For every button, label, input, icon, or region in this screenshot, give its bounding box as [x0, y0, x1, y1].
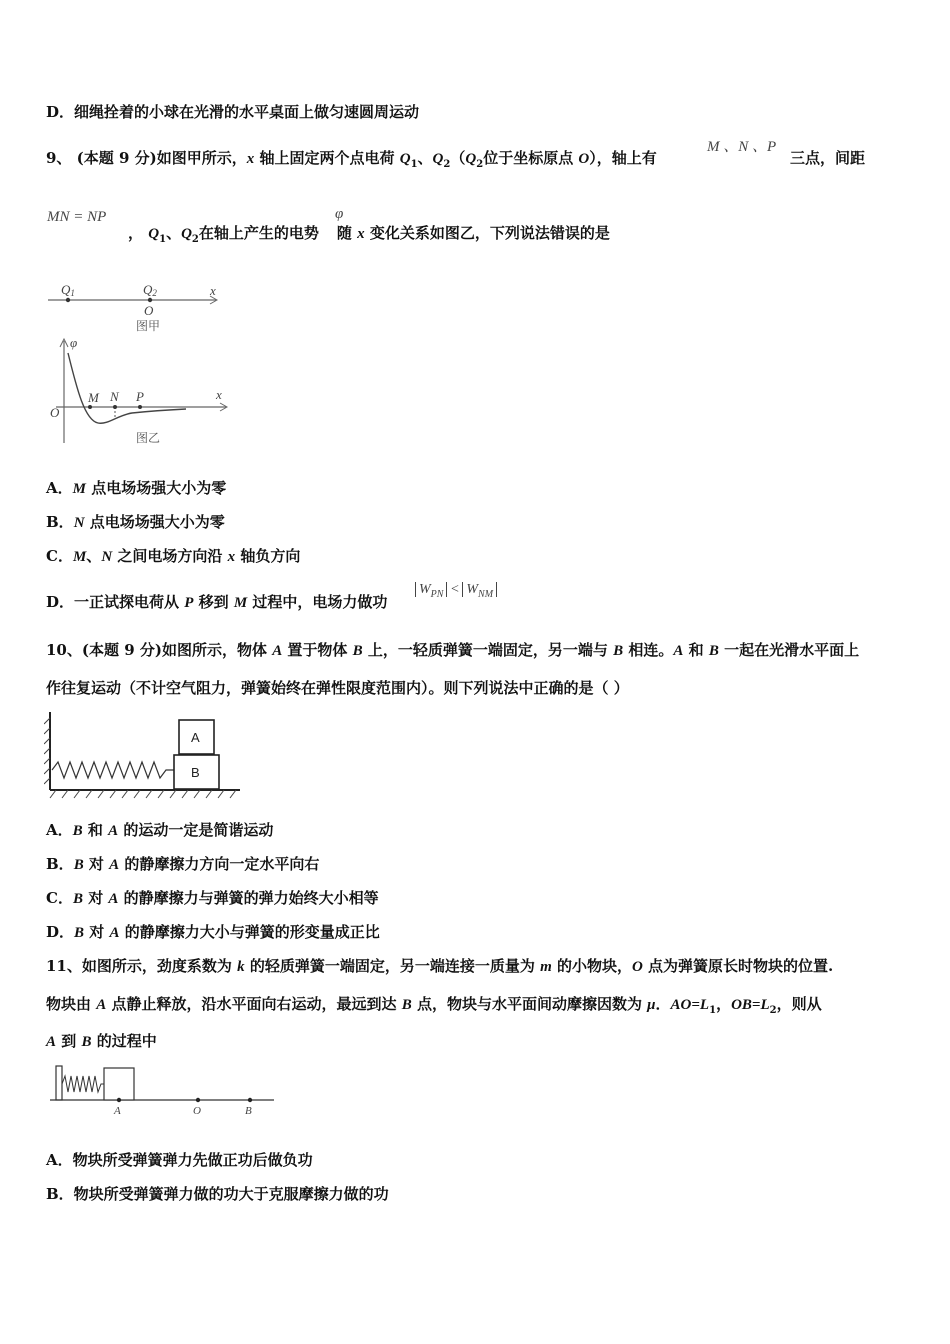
q8-option-d	[46, 101, 906, 123]
q9-number: 9、	[46, 149, 72, 167]
q9-text: ，	[128, 224, 144, 242]
q10-opt-text: 的静摩擦力方向一定水平向右	[119, 855, 320, 873]
q10-var: B	[708, 643, 719, 659]
q10-opt-text: 的运动一定是简谐运动	[118, 821, 274, 839]
q9-opt-label: A．	[46, 479, 73, 497]
q9-var: Q	[399, 151, 411, 167]
q9-sub: 2	[476, 159, 484, 170]
q10-var: A	[272, 643, 283, 659]
q9-stem-line2	[128, 222, 906, 251]
q10-option-b	[46, 853, 906, 876]
q11-text: ，则从	[776, 995, 822, 1013]
spring	[52, 762, 174, 778]
q9-sub: 2	[191, 234, 199, 245]
q11-text: 的小物块，	[551, 957, 632, 975]
q10-opt-text: 的静摩擦力大小与弹簧的形变量成正比	[119, 923, 380, 941]
q9-text: 在轴上产生的电势	[198, 224, 319, 242]
q11-var: k	[237, 959, 245, 975]
q10-opt-label: A．	[46, 821, 73, 839]
q11-text: 点为弹簧原长时物块的位置.	[642, 957, 834, 975]
q9-text: 随	[336, 224, 358, 242]
q11-text: 点，物块与水平面间动摩擦因数为	[411, 995, 648, 1013]
q11-text: ．	[655, 995, 671, 1013]
q9-var: M	[233, 595, 248, 611]
q11-stem-line1	[46, 955, 906, 978]
q9-var: N	[73, 515, 85, 531]
q9-figure-yi	[46, 335, 236, 450]
q10-var: B	[72, 823, 83, 839]
q11-var: AO=L	[670, 997, 710, 1013]
q9-var: O	[578, 151, 590, 167]
fig2-p-label: P	[136, 389, 144, 404]
q9-opt-label: D．一正试探电荷从	[46, 593, 185, 611]
q11-text: 的过程中	[91, 1032, 157, 1050]
q9-var: N	[101, 549, 113, 565]
fig1-q2-label: Q2	[143, 282, 157, 298]
q9-sub: 2	[443, 159, 451, 170]
q10-opt-text: 和	[82, 821, 109, 839]
q11-sub: 2	[769, 1005, 777, 1016]
fig1-caption: 图甲	[136, 319, 161, 333]
q11-text: 物块由	[46, 995, 97, 1013]
q9-var: M	[72, 549, 87, 565]
q9-opt-text: 点电场场强大小为零	[85, 479, 227, 497]
fig1-q1-label: Q1	[61, 282, 75, 298]
q10-text: 如图所示，物体	[161, 641, 273, 659]
q9-option-c	[46, 545, 906, 568]
spring	[62, 1076, 104, 1092]
q10-opt-label: D．	[46, 923, 75, 941]
q9-opt-text: 点电场场强大小为零	[84, 513, 225, 531]
q11-var: A	[46, 1034, 57, 1050]
block	[104, 1068, 134, 1100]
q11-figure	[46, 1062, 276, 1118]
q11-text: 如图所示，劲度系数为	[81, 957, 238, 975]
q9-stem-line1-end: 三点，间距	[790, 149, 866, 167]
fig2-n-label: N	[110, 389, 119, 404]
q9-var: x	[357, 226, 365, 242]
fig1-o-label: O	[144, 303, 154, 318]
q11-text: 到	[56, 1032, 82, 1050]
q10-figure	[44, 710, 244, 802]
q9-var: x	[246, 151, 255, 167]
q9-var: x	[227, 549, 236, 565]
q9-sub: 1	[410, 159, 418, 170]
q9-work-inequality	[415, 582, 497, 608]
fig-o-label: O	[193, 1105, 201, 1117]
q9-equation: MN = NP	[47, 209, 107, 225]
q11-option-b: B．物块所受弹簧弹力做的功大于克服摩擦力做的功	[46, 1185, 389, 1203]
q11-number: 11、	[46, 957, 82, 975]
q11-text: 的轻质弹簧一端固定，另一端连接一质量为	[244, 957, 541, 975]
q9-var: Q	[432, 151, 444, 167]
w-sub: NM	[478, 588, 494, 600]
q11-var: B	[401, 997, 412, 1013]
q2-charge-dot	[148, 298, 152, 302]
q10-number: 10、	[46, 641, 82, 659]
q9-text: 、	[417, 149, 433, 167]
q9-sub: 1	[159, 234, 167, 245]
q8-option-d-text: D．细绳拴着的小球在光滑的水平桌面上做匀速圆周运动	[46, 103, 420, 121]
q10-text: 和	[683, 641, 709, 659]
q11-var: B	[81, 1034, 92, 1050]
q10-option-c	[46, 887, 906, 910]
q9-text: ），轴上有	[589, 149, 657, 167]
q10-stem-line2: 作往复运动（不计空气阻力，弹簧始终在弹性限度范围内）。则下列说法中正确的是（ ）	[46, 679, 629, 697]
q10-opt-label: B．	[46, 855, 74, 873]
q11-var: μ	[647, 997, 656, 1013]
q10-option-a	[46, 819, 906, 842]
q10-opt-text: 的静摩擦力与弹簧的弹力始终大小相等	[118, 889, 379, 907]
q10-option-d	[46, 921, 906, 944]
fig2-x-label: x	[216, 387, 222, 402]
fig2-m-label: M	[88, 390, 99, 405]
w-sub: PN	[430, 588, 444, 600]
q10-var: B	[352, 643, 363, 659]
q11-option-a: A．物块所受弹簧弹力先做正功后做负功	[46, 1151, 313, 1169]
fig2-phi-label: φ	[70, 335, 78, 350]
q9-var: Q	[148, 226, 160, 242]
q10-text: 置于物体	[282, 641, 353, 659]
q10-var: B	[613, 643, 624, 659]
q9-var: M	[72, 481, 86, 497]
q9-opt-text: 轴负方向	[235, 547, 301, 565]
less-than: <	[450, 582, 459, 597]
q9-opt-text: 移到	[193, 593, 234, 611]
q10-var: A	[108, 891, 119, 907]
q9-mnp: M 、N 、P	[707, 139, 777, 155]
q9-text: 变化关系如图乙，下列说法错误的是	[364, 224, 610, 242]
q1-charge-dot	[66, 298, 70, 302]
q9-text: 、	[166, 224, 182, 242]
q10-stem-line1	[46, 639, 906, 662]
q10-score: (本题 9 分)	[81, 641, 162, 659]
q10-text: 上，一轻质弹簧一端固定，另一端与	[362, 641, 614, 659]
q11-var: OB=L	[731, 997, 770, 1013]
q9-option-a	[46, 477, 906, 500]
q9-opt-text: 、	[86, 547, 102, 565]
q9-var: Q	[181, 226, 192, 242]
q9-figure-jia	[46, 278, 236, 338]
q10-opt-label: C．	[46, 889, 73, 907]
q11-text: ，	[716, 995, 732, 1013]
q11-stem-line2	[46, 993, 906, 1022]
q9-text: （	[450, 149, 466, 167]
q11-var: m	[540, 959, 552, 975]
q10-text: 相连。	[623, 641, 674, 659]
w-symbol: W	[466, 582, 479, 597]
q11-var: O	[631, 959, 643, 975]
q11-text: 点静止释放，沿水平面向右运动，最远到达	[106, 995, 402, 1013]
q9-opt-label: C．	[46, 547, 73, 565]
fig2-caption: 图乙	[136, 431, 161, 445]
q9-var: P	[184, 595, 194, 611]
q9-text: 位于坐标原点	[483, 149, 579, 167]
block-b-label: B	[191, 765, 200, 780]
fig1-x-label: x	[210, 283, 216, 298]
q11-sub: 1	[709, 1005, 717, 1016]
fig2-o-label: O	[50, 405, 60, 420]
q9-stem-line1	[46, 147, 906, 176]
q10-var: A	[108, 823, 119, 839]
q9-opt-label: B．	[46, 513, 74, 531]
q10-var: B	[72, 891, 83, 907]
q9-phi-symbol: φ	[335, 206, 344, 222]
potential-curve	[68, 353, 186, 423]
q10-text: 一起在光滑水平面上	[718, 641, 860, 659]
fig-a-label: A	[114, 1105, 121, 1117]
q10-opt-text: 对	[84, 923, 110, 941]
q10-opt-text: 对	[82, 889, 109, 907]
q10-var: B	[74, 925, 85, 941]
block-a-label: A	[191, 730, 200, 745]
q10-var: B	[73, 857, 84, 873]
q11-var: A	[96, 997, 107, 1013]
q9-var: Q	[465, 151, 477, 167]
q10-var: A	[109, 925, 120, 941]
fig-b-label: B	[245, 1105, 252, 1117]
q9-score: (本题 9 分)	[76, 149, 157, 167]
q9-opt-text: 过程中，电场力做功	[247, 593, 388, 611]
q9-opt-text: 之间电场方向沿	[112, 547, 228, 565]
q10-opt-text: 对	[83, 855, 110, 873]
q10-var: A	[673, 643, 684, 659]
q11-stem-line3	[46, 1030, 906, 1053]
q9-text: 轴上固定两个点电荷	[254, 149, 400, 167]
q9-option-b	[46, 511, 906, 534]
q10-var: A	[109, 857, 120, 873]
w-symbol: W	[419, 582, 431, 597]
q9-text: 如图甲所示，	[156, 149, 247, 167]
